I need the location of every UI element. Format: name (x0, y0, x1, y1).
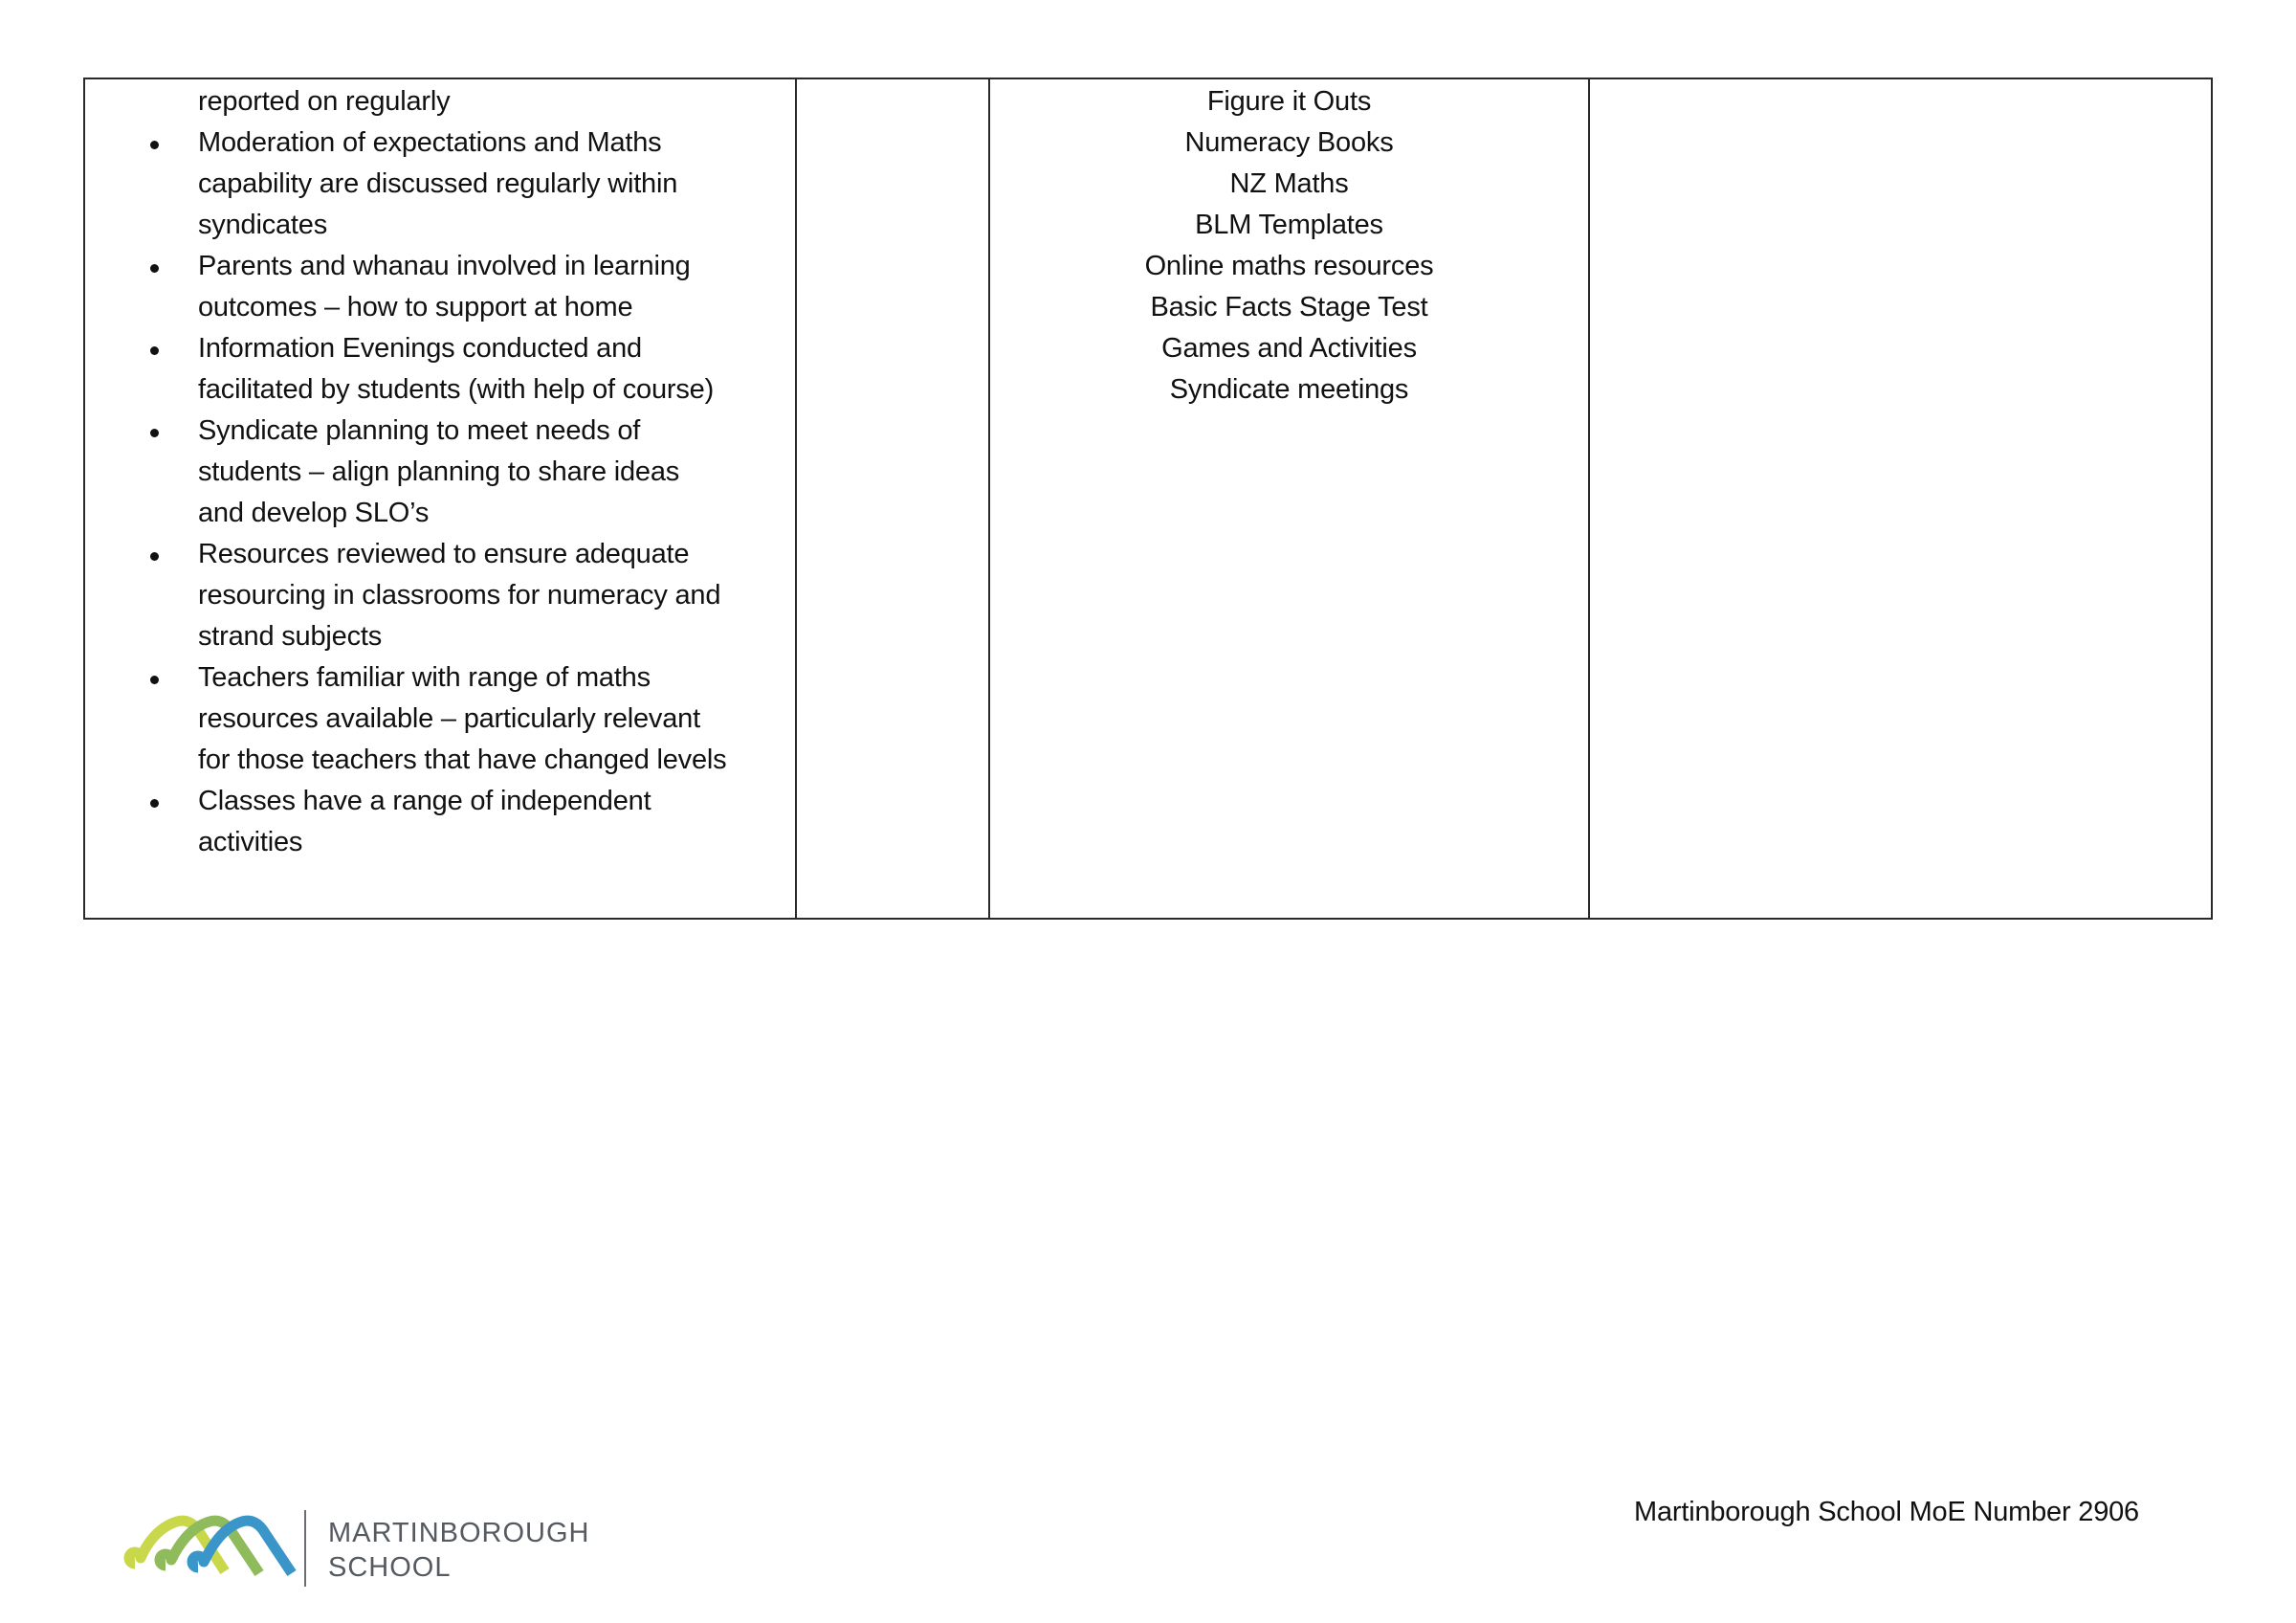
table-cell-resources (988, 79, 1588, 918)
list-item-line: Information Evenings conducted and (198, 333, 642, 364)
bullet-icon (150, 346, 159, 355)
list-item-line: Moderation of expectations and Maths (198, 127, 662, 158)
list-item-line: facilitated by students (with help of course) (198, 374, 715, 405)
logo-wordmark-line2: SCHOOL (328, 1552, 452, 1583)
bullet-icon (150, 552, 159, 561)
list-item (198, 411, 726, 534)
list-item (198, 246, 726, 328)
moe-number-text: Martinborough School MoE Number 2906 (1634, 1497, 2139, 1527)
list-item-line: and develop SLO’s (198, 498, 430, 528)
resources-table (83, 78, 2213, 920)
list-item (198, 657, 726, 781)
list-item-line: Parents and whanau involved in learning (198, 251, 691, 281)
table-cell-empty-2 (795, 79, 988, 918)
resource-item: Games and Activities (1161, 333, 1417, 364)
actions-list (198, 81, 726, 863)
list-item-line: Teachers familiar with range of maths (198, 662, 651, 693)
list-item (198, 534, 726, 657)
resource-item: Online maths resources (1144, 251, 1434, 281)
koru-waves-icon (120, 1510, 297, 1587)
resource-item: Figure it Outs (1206, 86, 1372, 117)
bullet-icon (150, 264, 159, 273)
logo-divider (304, 1510, 306, 1587)
resources-list (990, 81, 1588, 411)
resource-item: Numeracy Books (1184, 127, 1394, 158)
bullet-icon (150, 799, 159, 808)
list-item (198, 328, 726, 411)
list-item-line: students – align planning to share ideas (198, 456, 680, 487)
school-logo (120, 1510, 590, 1591)
table-cell-actions (85, 79, 795, 918)
continuation-line: reported on regularly (198, 86, 451, 117)
list-item-line: resources available – particularly relevant (198, 703, 700, 734)
bullet-icon (150, 676, 159, 684)
bullet-icon (150, 141, 159, 149)
list-item-line: Resources reviewed to ensure adequate (198, 539, 690, 569)
resource-item: BLM Templates (1195, 210, 1383, 240)
list-item (198, 122, 726, 246)
resource-item: Syndicate meetings (1169, 374, 1409, 405)
list-item-line: syndicates (198, 210, 328, 240)
list-item-line: resourcing in classrooms for numeracy and (198, 580, 721, 611)
logo-wordmark-line1: MARTINBOROUGH (328, 1518, 590, 1548)
list-item-line: Classes have a range of independent (198, 786, 651, 816)
resource-item: Basic Facts Stage Test (1150, 292, 1428, 322)
list-item-line: outcomes – how to support at home (198, 292, 633, 322)
table-cell-empty-4 (1588, 79, 2211, 918)
list-item-line: Syndicate planning to meet needs of (198, 415, 641, 446)
list-item-line: for those teachers that have changed levels (198, 745, 727, 775)
bullet-icon (150, 429, 159, 437)
resource-item: NZ Maths (1229, 168, 1349, 199)
list-item-line: activities (198, 827, 303, 857)
list-item (198, 781, 726, 863)
list-item-line: strand subjects (198, 621, 383, 652)
list-item-line: capability are discussed regularly within (198, 168, 678, 199)
